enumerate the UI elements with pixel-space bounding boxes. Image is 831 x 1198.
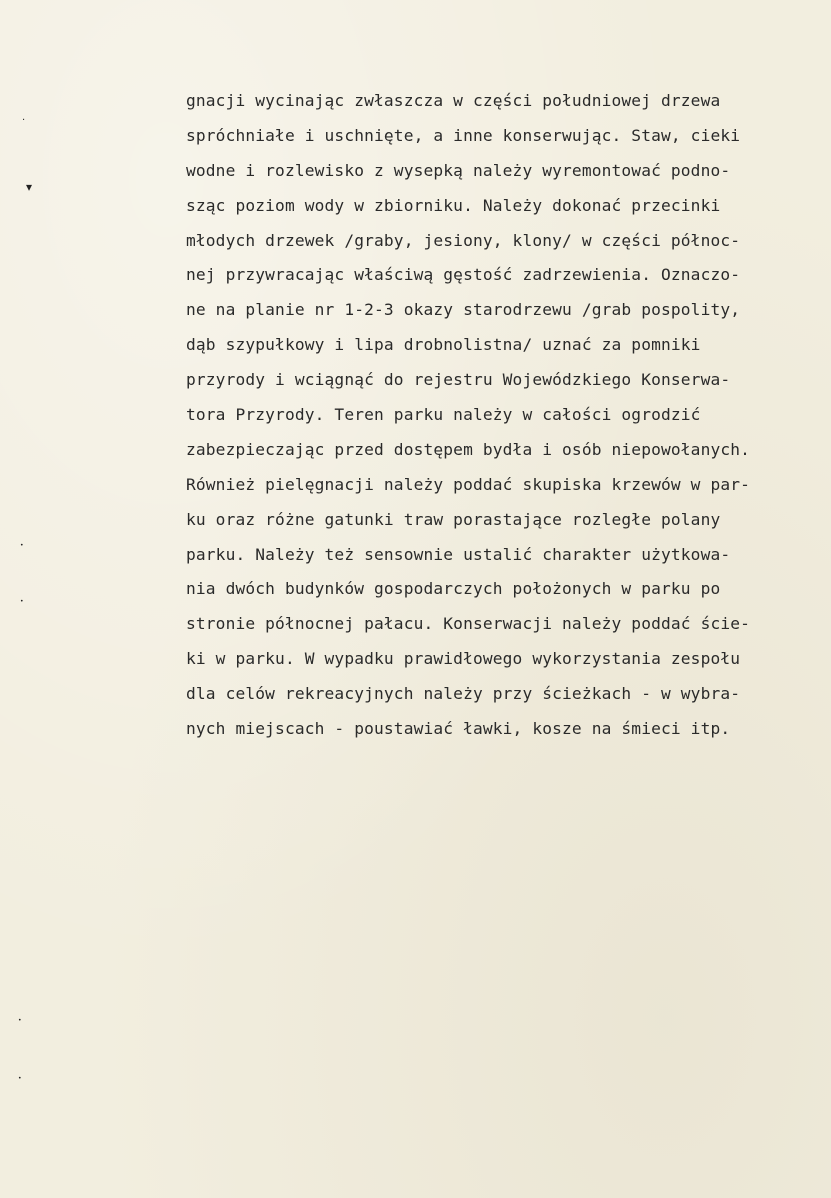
margin-mark: • — [18, 1017, 22, 1024]
text-line: wodne i rozlewisko z wysepką należy wyremontować podno- — [186, 160, 731, 180]
text-line: nia dwóch budynków gospodarczych położonych w parku po — [186, 579, 721, 599]
text-line: spróchniałe i uschnięte, a inne konserwując. Staw, cieki — [186, 125, 741, 145]
text-line: dla celów rekreacyjnych należy przy ścieżkach - w wybra- — [186, 684, 741, 704]
margin-mark: • — [20, 542, 24, 549]
text-line: Również pielęgnacji należy poddać skupiska krzewów w par- — [186, 474, 751, 494]
margin-mark: ▾ — [26, 180, 33, 194]
text-line: ne na planie nr 1-2-3 okazy starodrzewu /grab pospolity, — [186, 300, 741, 320]
text-line: zabezpieczając przed dostępem bydła i osób niepowołanych. — [186, 439, 751, 459]
margin-mark: • — [20, 598, 24, 605]
text-line: stronie północnej pałacu. Konserwacji należy poddać ście- — [186, 614, 751, 634]
text-line: ku oraz różne gatunki traw porastające rozległe polany — [186, 509, 721, 529]
text-line: parku. Należy też sensownie ustalić charakter użytkowa- — [186, 544, 731, 564]
text-line: ki w parku. W wypadku prawidłowego wykorzystania zespołu — [186, 649, 741, 669]
text-line: przyrody i wciągnąć do rejestru Wojewódzkiego Konserwa- — [186, 370, 731, 390]
text-line: dąb szypułkowy i lipa drobnolistna/ uznać za pomniki — [186, 335, 701, 355]
margin-mark: ‧ — [22, 115, 26, 126]
typewritten-text — [186, 88, 786, 751]
text-line: gnacji wycinając zwłaszcza w części południowej drzewa — [186, 91, 721, 110]
text-line: młodych drzewek /graby, jesiony, klony/ w części północ- — [186, 230, 741, 250]
text-line: nej przywracając właściwą gęstość zadrzewienia. Oznaczo- — [186, 265, 741, 285]
text-line: tora Przyrody. Teren parku należy w całości ogrodzić — [186, 405, 701, 425]
margin-mark: • — [18, 1075, 22, 1082]
text-line: nych miejscach - poustawiać ławki, kosze na śmieci itp. — [186, 719, 731, 739]
text-line: sząc poziom wody w zbiorniku. Należy dokonać przecinki — [186, 195, 721, 215]
